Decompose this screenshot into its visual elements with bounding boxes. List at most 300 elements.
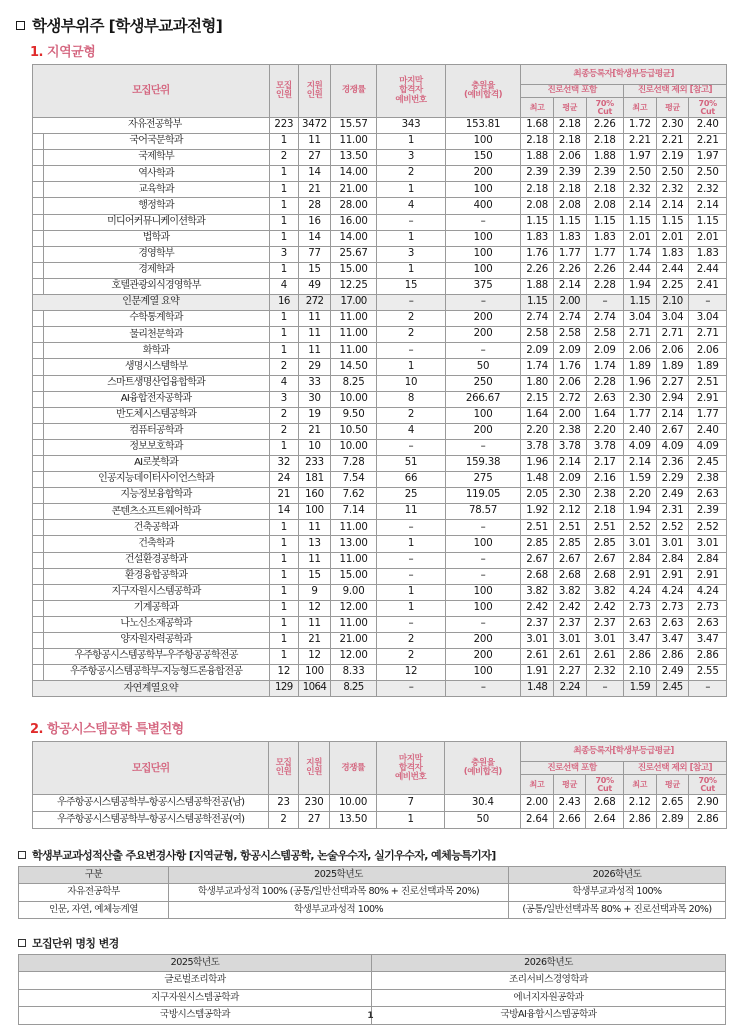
cell-last-pass: 15: [377, 278, 446, 294]
cell-incl-best: 1.80: [521, 375, 554, 391]
cell-fill-rate: 200: [445, 649, 521, 665]
cell-last-pass: 8: [377, 391, 446, 407]
cell-ratio: 11.00: [330, 343, 376, 359]
cell-incl-best: 2.05: [521, 488, 554, 504]
cell-excl-avg: 1.83: [656, 246, 689, 262]
cell-excl-avg: 2.84: [656, 552, 689, 568]
cell-excl-best: 2.14: [623, 198, 656, 214]
cell-incl-cut: 2.51: [586, 520, 623, 536]
table-row: [33, 391, 727, 407]
cell-fill-rate: 150: [445, 150, 521, 166]
cell-excl-cut: 1.15: [689, 214, 727, 230]
cell-excl-avg: 2.25: [656, 278, 689, 294]
cell-excl-best: 2.01: [623, 230, 656, 246]
cell-applicants: 10: [299, 439, 331, 455]
cell-incl-best: 1.91: [521, 665, 554, 681]
cell-ratio: 28.00: [330, 198, 376, 214]
cell-indent: [33, 423, 44, 439]
cell-incl-best: 1.96: [521, 455, 554, 471]
table-row: [33, 795, 727, 812]
table-row: [33, 327, 727, 343]
cell-fill-rate: 100: [445, 600, 521, 616]
cell-last-pass: 2: [377, 327, 446, 343]
cell-incl-avg: 2.18: [553, 182, 586, 198]
table-row: [33, 182, 727, 198]
cell-incl-cut: 1.64: [586, 407, 623, 423]
cell-excl-cut: 2.38: [689, 472, 727, 488]
section-2-label: 항공시스템공학 특별전형: [47, 722, 184, 738]
table-header: [33, 65, 727, 118]
table-row: [33, 246, 727, 262]
cell-last-pass: 1: [377, 359, 446, 375]
cell-quota: 1: [269, 166, 299, 182]
cell-incl-best: 2.68: [521, 568, 554, 584]
cell-incl-avg: 2.68: [553, 568, 586, 584]
cell-quota: 12: [269, 665, 299, 681]
cell-excl-best: 1.74: [623, 246, 656, 262]
cell-excl-avg: 2.50: [656, 166, 689, 182]
cell-excl-avg: 2.94: [656, 391, 689, 407]
cell-quota: 2: [269, 359, 299, 375]
cell-ratio: 9.50: [330, 407, 376, 423]
cell-quota: 1: [269, 198, 299, 214]
cell-last-pass: 3: [377, 150, 446, 166]
cell-quota: 1: [269, 649, 299, 665]
cell-ratio: 7.54: [330, 472, 376, 488]
cell-indent: [33, 520, 44, 536]
cell-applicants: 16: [299, 214, 331, 230]
cell-unit: 컴퓨터공학과: [43, 423, 269, 439]
cell-incl-cut: 2.64: [586, 812, 623, 829]
th-incl-cut: 70% Cut: [586, 775, 623, 795]
cell-ratio: 10.00: [330, 439, 376, 455]
cell-last-pass: 2: [377, 166, 446, 182]
cell-incl-cut: 2.74: [586, 311, 623, 327]
cell-excl-cut: 2.01: [689, 230, 727, 246]
cell-unit: 나노신소재공학과: [43, 616, 269, 632]
cell-incl-avg: 3.78: [553, 439, 586, 455]
cell-excl-avg: 2.67: [656, 423, 689, 439]
cell-incl-avg: 2.66: [553, 812, 586, 829]
cell-last-pass: 2: [377, 633, 446, 649]
cell-excl-avg: 2.73: [656, 600, 689, 616]
th-incl-cut: 70% Cut: [586, 98, 623, 118]
cell-excl-avg: 2.14: [656, 407, 689, 423]
cell-incl-avg: 2.00: [553, 295, 586, 311]
cell-excl-cut: 2.44: [689, 262, 727, 278]
cell-fill-rate: 250: [445, 375, 521, 391]
cell-incl-avg: 2.74: [553, 311, 586, 327]
cell-indent: [33, 536, 44, 552]
cell-indent: [33, 262, 44, 278]
cell-incl-best: 2.00: [521, 795, 554, 812]
cell-ratio: 15.00: [330, 262, 376, 278]
th-excl-best: 최고: [623, 775, 656, 795]
cell-incl-avg: 2.08: [553, 198, 586, 214]
cell-incl-best: 1.92: [521, 504, 554, 520]
cell-excl-avg: 4.24: [656, 584, 689, 600]
cell-incl-avg: 2.18: [553, 134, 586, 150]
th-ratio: 경쟁률: [330, 742, 376, 795]
cell-quota: 1: [269, 343, 299, 359]
cell-incl-avg: 3.01: [553, 633, 586, 649]
cell-incl-avg: 2.18: [553, 118, 586, 134]
cell-incl-best: 1.48: [521, 681, 554, 697]
square-bullet-icon: [16, 21, 25, 30]
cell-unit: 교육학과: [43, 182, 269, 198]
cell-ratio: 15.00: [330, 568, 376, 584]
cell-excl-cut: 2.40: [689, 118, 727, 134]
cell-incl-best: 1.68: [521, 118, 554, 134]
cell-unit: 경영학부: [43, 246, 269, 262]
cell-incl-best: 2.74: [521, 311, 554, 327]
cell-excl-best: 2.86: [623, 649, 656, 665]
cell-quota: 1: [269, 584, 299, 600]
cell-indent: [33, 407, 44, 423]
cell-applicants: 27: [298, 812, 330, 829]
cell-incl-best: 2.61: [521, 649, 554, 665]
cell-incl-avg: 2.00: [553, 407, 586, 423]
cell-ratio: 14.00: [330, 166, 376, 182]
notice-2-heading: [18, 935, 727, 951]
cell-incl-cut: 2.09: [586, 343, 623, 359]
th-incl-group: 진로선택 포함: [521, 85, 624, 98]
cell-fill-rate: 100: [445, 182, 521, 198]
th-2: 2026학년도: [509, 867, 726, 884]
cell-last-pass: 4: [377, 198, 446, 214]
cell-incl-best: 1.83: [521, 230, 554, 246]
cell-excl-best: 3.47: [623, 633, 656, 649]
cell-ratio: 9.00: [330, 584, 376, 600]
cell-excl-avg: 2.10: [656, 295, 689, 311]
cell-incl-avg: 2.67: [553, 552, 586, 568]
cell-last-pass: 1: [376, 812, 445, 829]
cell-unit: 호텔관광외식경영학부: [43, 278, 269, 294]
cell-incl-best: 2.64: [521, 812, 554, 829]
cell-incl-avg: 2.14: [553, 455, 586, 471]
table-body: [19, 884, 726, 919]
table-row: [33, 455, 727, 471]
section-1-heading: [30, 41, 727, 60]
cell-fill-rate: 400: [445, 198, 521, 214]
cell-incl-avg: 2.12: [553, 504, 586, 520]
table-row: [33, 407, 727, 423]
cell-quota: 23: [269, 795, 299, 812]
cell-applicants: 272: [299, 295, 331, 311]
th-unit: 모집단위: [33, 742, 269, 795]
cell-quota: 223: [269, 118, 299, 134]
cell-applicants: 19: [299, 407, 331, 423]
cell-incl-cut: 2.85: [586, 536, 623, 552]
table-row: [33, 665, 727, 681]
cell-excl-best: 2.86: [623, 812, 656, 829]
cell-unit: AI융합전자공학과: [43, 391, 269, 407]
cell-excl-best: 2.73: [623, 600, 656, 616]
cell-fill-rate: 100: [445, 665, 521, 681]
cell-incl-best: 2.09: [521, 343, 554, 359]
cell-excl-cut: 2.63: [689, 616, 727, 632]
notice-2-title: 모집단위 명칭 변경: [32, 937, 119, 951]
cell-incl-best: 2.20: [521, 423, 554, 439]
cell-excl-best: 2.20: [623, 488, 656, 504]
cell-incl-cut: 1.74: [586, 359, 623, 375]
th-0: 2025학년도: [19, 955, 372, 972]
cell-excl-cut: 2.71: [689, 327, 727, 343]
cell-incl-avg: 2.43: [553, 795, 586, 812]
cell-fill-rate: 100: [445, 536, 521, 552]
table-row: [33, 552, 727, 568]
cell-incl-best: 2.08: [521, 198, 554, 214]
cell-incl-cut: 3.78: [586, 439, 623, 455]
cell-incl-cut: 2.08: [586, 198, 623, 214]
cell-incl-cut: 2.61: [586, 649, 623, 665]
cell-incl-avg: 2.30: [553, 488, 586, 504]
cell-excl-best: 4.09: [623, 439, 656, 455]
cell-excl-best: 1.15: [623, 295, 656, 311]
cell-ratio: 8.25: [330, 375, 376, 391]
cell-excl-avg: 2.19: [656, 150, 689, 166]
cell-excl-best: 3.01: [623, 536, 656, 552]
th-last-pass: 마지막 합격자 예비번호: [377, 65, 446, 118]
cell-indent: [33, 472, 44, 488]
cell-excl-avg: 3.01: [656, 536, 689, 552]
th-excl-avg: 평균: [656, 98, 689, 118]
cell-incl-cut: 2.28: [586, 375, 623, 391]
cell-incl-best: 2.67: [521, 552, 554, 568]
cell-excl-best: 1.15: [623, 214, 656, 230]
cell-incl-avg: 1.76: [553, 359, 586, 375]
cell-excl-avg: 1.89: [656, 359, 689, 375]
cell-excl-best: 2.32: [623, 182, 656, 198]
cell-ratio: 7.14: [330, 504, 376, 520]
table-row: [33, 488, 727, 504]
cell-excl-avg: 2.21: [656, 134, 689, 150]
cell-excl-avg: 2.14: [656, 198, 689, 214]
cell-quota: 1: [269, 262, 299, 278]
cell-incl-best: 2.58: [521, 327, 554, 343]
cell-applicants: 12: [299, 600, 331, 616]
cell-fill-rate: –: [445, 552, 521, 568]
th-excl-group: 진로선택 제외 [참고]: [623, 762, 726, 775]
cell-ratio: 8.33: [330, 665, 376, 681]
cell-indent: [33, 665, 44, 681]
cell-fill-rate: 30.4: [445, 795, 521, 812]
cell-incl-cut: –: [586, 681, 623, 697]
cell-quota: 2: [269, 812, 299, 829]
cell-incl-best: 2.85: [521, 536, 554, 552]
cell-ratio: 17.00: [330, 295, 376, 311]
th-1: 2025학년도: [169, 867, 509, 884]
th-1: 2026학년도: [372, 955, 726, 972]
cell-excl-cut: 4.09: [689, 439, 727, 455]
cell-incl-avg: 2.72: [553, 391, 586, 407]
th-quota: 모집 인원: [269, 65, 299, 118]
cell-unit: 우주항공시스템공학부-항공시스템공학전공(남): [33, 795, 269, 812]
cell-excl-avg: 2.89: [656, 812, 689, 829]
cell-0: 자유전공학부: [19, 884, 169, 901]
cell-incl-best: 1.76: [521, 246, 554, 262]
th-incl-best: 최고: [521, 98, 554, 118]
table-row: [33, 520, 727, 536]
table-row: [33, 134, 727, 150]
cell-last-pass: 11: [377, 504, 446, 520]
cell-unit: 미디어커뮤니케이션학과: [43, 214, 269, 230]
cell-ratio: 16.00: [330, 214, 376, 230]
cell-excl-avg: 2.06: [656, 343, 689, 359]
cell-unit: 기계공학과: [43, 600, 269, 616]
cell-unit: 역사학과: [43, 166, 269, 182]
cell-excl-cut: 3.01: [689, 536, 727, 552]
cell-applicants: 21: [299, 633, 331, 649]
cell-excl-cut: 2.86: [689, 649, 727, 665]
cell-applicants: 3472: [299, 118, 331, 134]
cell-excl-best: 2.52: [623, 520, 656, 536]
table-row: [33, 536, 727, 552]
cell-excl-cut: 1.97: [689, 150, 727, 166]
cell-incl-best: 3.78: [521, 439, 554, 455]
cell-incl-avg: 2.06: [553, 150, 586, 166]
page-title-text: 학생부위주 [학생부교과전형]: [32, 17, 223, 35]
cell-fill-rate: –: [445, 520, 521, 536]
cell-incl-avg: 2.38: [553, 423, 586, 439]
section-1-table-wrapper: [32, 64, 727, 697]
cell-excl-cut: 2.39: [689, 504, 727, 520]
cell-excl-avg: 4.09: [656, 439, 689, 455]
cell-fill-rate: 100: [445, 246, 521, 262]
cell-excl-best: 2.21: [623, 134, 656, 150]
table-row: [19, 884, 726, 901]
cell-excl-avg: 2.30: [656, 118, 689, 134]
cell-0: 국방시스템공학과: [19, 1007, 372, 1024]
cell-last-pass: 1: [377, 134, 446, 150]
cell-quota: 1: [269, 134, 299, 150]
cell-applicants: 11: [299, 552, 331, 568]
cell-last-pass: 4: [377, 423, 446, 439]
cell-unit: 지능정보융합학과: [43, 488, 269, 504]
cell-excl-cut: 2.41: [689, 278, 727, 294]
table-body: [33, 795, 727, 829]
cell-indent: [33, 488, 44, 504]
cell-incl-cut: 2.28: [586, 278, 623, 294]
cell-excl-cut: 2.84: [689, 552, 727, 568]
cell-unit: 스마트생명산업융합학과: [43, 375, 269, 391]
cell-excl-cut: 2.06: [689, 343, 727, 359]
th-quota: 모집 인원: [269, 742, 299, 795]
regional-balance-table: [32, 64, 727, 697]
cell-ratio: 14.00: [330, 230, 376, 246]
cell-incl-avg: 2.58: [553, 327, 586, 343]
cell-incl-avg: 3.82: [553, 584, 586, 600]
cell-excl-avg: 2.01: [656, 230, 689, 246]
cell-applicants: 230: [298, 795, 330, 812]
cell-unit: 화학과: [43, 343, 269, 359]
table-row: [33, 166, 727, 182]
cell-fill-rate: 200: [445, 166, 521, 182]
cell-quota: 129: [269, 681, 299, 697]
th-final-group: 최종등록자[학생부등급평균]: [521, 742, 727, 762]
cell-last-pass: 1: [377, 584, 446, 600]
cell-excl-cut: 2.55: [689, 665, 727, 681]
cell-excl-best: 2.91: [623, 568, 656, 584]
cell-incl-best: 2.42: [521, 600, 554, 616]
cell-excl-best: 2.44: [623, 262, 656, 278]
cell-ratio: 14.50: [330, 359, 376, 375]
cell-excl-best: 2.10: [623, 665, 656, 681]
cell-applicants: 27: [299, 150, 331, 166]
cell-applicants: 11: [299, 327, 331, 343]
cell-last-pass: –: [377, 439, 446, 455]
table-row: [33, 616, 727, 632]
cell-applicants: 15: [299, 262, 331, 278]
cell-excl-cut: 3.04: [689, 311, 727, 327]
cell-excl-best: 1.89: [623, 359, 656, 375]
cell-fill-rate: –: [445, 568, 521, 584]
cell-fill-rate: 100: [445, 262, 521, 278]
cell-incl-cut: 2.18: [586, 504, 623, 520]
aviation-special-table: [32, 741, 727, 829]
cell-1: 에너지자원공학과: [372, 989, 726, 1006]
th-excl-cut: 70% Cut: [689, 98, 727, 118]
cell-incl-cut: 2.38: [586, 488, 623, 504]
table-row: [33, 198, 727, 214]
table-row: [33, 359, 727, 375]
cell-indent: [33, 455, 44, 471]
cell-excl-best: 2.12: [623, 795, 656, 812]
cell-1: 국방AI융합시스템공학과: [372, 1007, 726, 1024]
table-row: [19, 989, 726, 1006]
cell-incl-best: 2.18: [521, 182, 554, 198]
cell-excl-avg: 2.27: [656, 375, 689, 391]
cell-unit: 법학과: [43, 230, 269, 246]
cell-incl-avg: 2.09: [553, 472, 586, 488]
cell-excl-avg: 3.47: [656, 633, 689, 649]
cell-unit: 국어국문학과: [43, 134, 269, 150]
th-applicants: 지원 인원: [298, 742, 330, 795]
cell-incl-cut: 2.67: [586, 552, 623, 568]
cell-incl-best: 2.15: [521, 391, 554, 407]
cell-incl-best: 3.01: [521, 633, 554, 649]
cell-last-pass: –: [377, 343, 446, 359]
cell-last-pass: 25: [377, 488, 446, 504]
cell-excl-avg: 2.49: [656, 488, 689, 504]
cell-incl-avg: 1.77: [553, 246, 586, 262]
cell-last-pass: –: [377, 214, 446, 230]
cell-incl-cut: 2.37: [586, 616, 623, 632]
cell-excl-cut: 2.32: [689, 182, 727, 198]
cell-ratio: 10.50: [330, 423, 376, 439]
cell-last-pass: 1: [377, 536, 446, 552]
table-row: [33, 375, 727, 391]
cell-unit: 건축공학과: [43, 520, 269, 536]
cell-indent: [33, 198, 44, 214]
cell-1: 학생부교과성적 100% (공통/일반선택과목 80% + 진로선택과목 20%): [169, 884, 509, 901]
cell-last-pass: 3: [377, 246, 446, 262]
cell-quota: 3: [269, 391, 299, 407]
cell-applicants: 14: [299, 166, 331, 182]
cell-incl-avg: 2.37: [553, 616, 586, 632]
cell-incl-best: 1.88: [521, 278, 554, 294]
cell-1: 조리서비스경영학과: [372, 972, 726, 989]
cell-indent: [33, 230, 44, 246]
table-row: [33, 439, 727, 455]
cell-excl-avg: 2.91: [656, 568, 689, 584]
cell-excl-avg: 2.63: [656, 616, 689, 632]
cell-applicants: 100: [299, 665, 331, 681]
table-row: [19, 972, 726, 989]
cell-applicants: 11: [299, 311, 331, 327]
cell-excl-avg: 2.44: [656, 262, 689, 278]
cell-quota: 1: [269, 439, 299, 455]
